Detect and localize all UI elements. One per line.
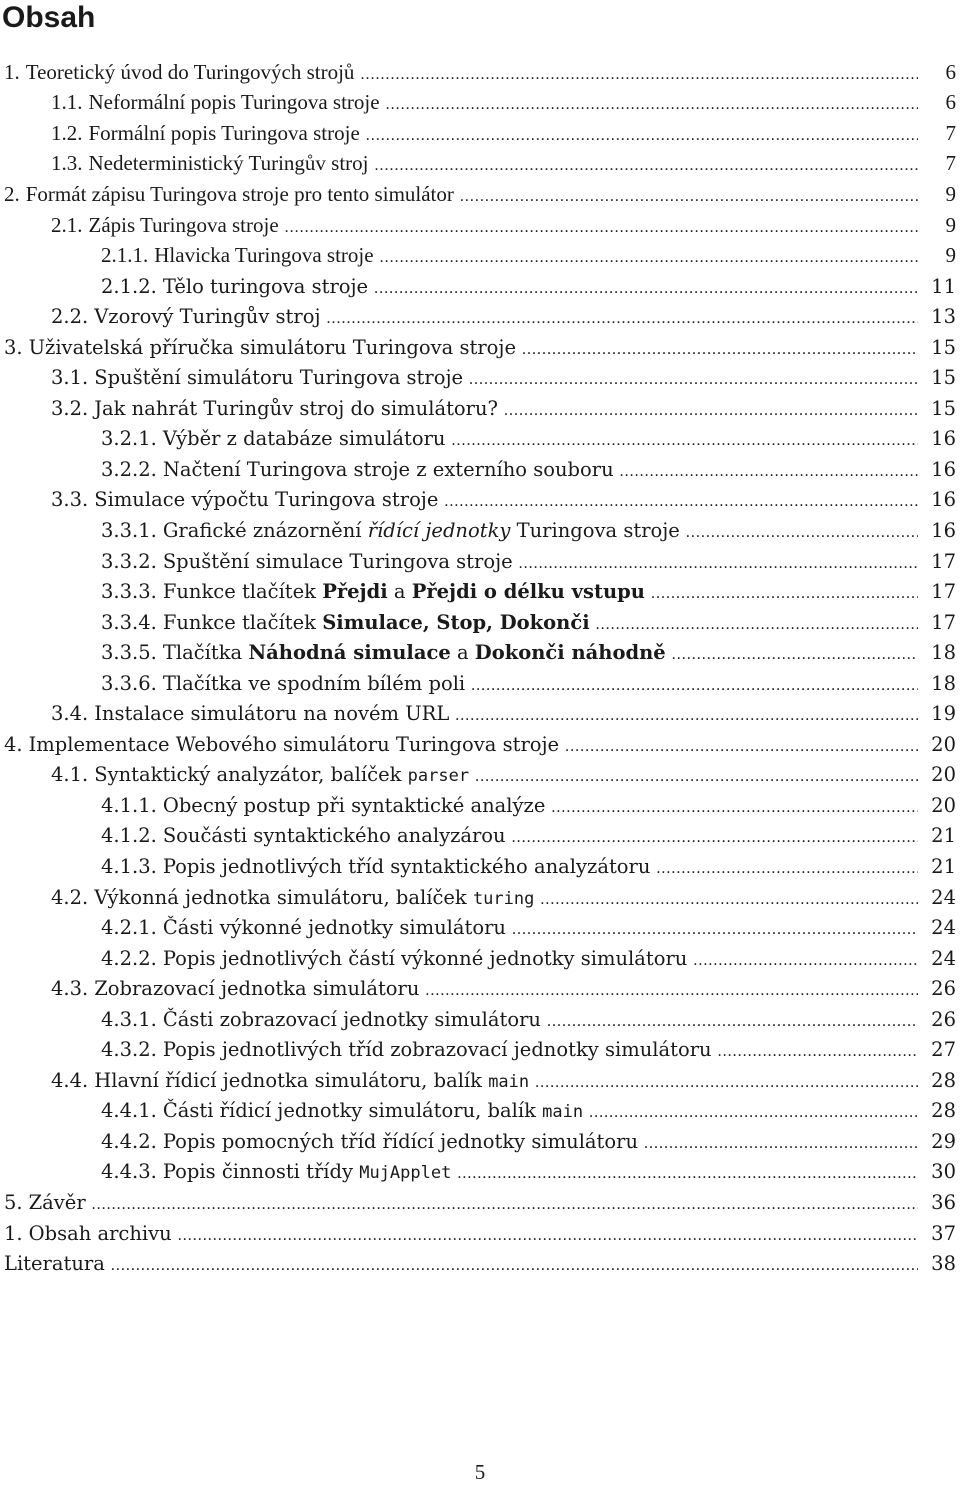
toc-entry-title: Obsah archivu: [28, 1221, 172, 1245]
toc-entry-number: 3.3.4.: [101, 610, 157, 634]
toc-entry-title: Implementace Webového simulátoru Turingova stroje: [28, 732, 560, 756]
toc-entry[interactable]: [0, 393, 960, 424]
toc-entry[interactable]: [0, 760, 960, 791]
toc-entry-title: Funkce tlačítek Simulace, Stop, Dokonči: [162, 610, 590, 634]
toc-entry-number: 4.3.1.: [101, 1007, 157, 1031]
toc-entry-number: 1.: [4, 59, 20, 84]
dot-leader: [545, 799, 918, 817]
toc-entry[interactable]: [0, 1004, 960, 1035]
toc-entry-number: 2.2.: [51, 305, 89, 329]
toc-entry[interactable]: [0, 912, 960, 943]
dot-leader: [354, 66, 918, 84]
toc-entry-number: 4.1.2.: [101, 824, 157, 848]
toc-entry-title: Výkonná jednotka simulátoru, balíček turing: [94, 885, 535, 909]
dot-leader: [469, 768, 918, 786]
toc-entry-page: 9: [945, 181, 956, 206]
toc-entry-number: 4.3.: [51, 977, 89, 1001]
toc-entry-number: 4.4.1.: [101, 1099, 157, 1123]
toc-entry-number: 4.2.1.: [101, 916, 157, 940]
toc-entry-title: Závěr: [28, 1191, 86, 1214]
toc-entry-title: Vzorový Turingův stroj: [94, 305, 321, 329]
toc-entry-page: 30: [931, 1160, 956, 1184]
toc-entry-page: 9: [945, 212, 956, 237]
toc-entry-number: 3.1.: [51, 366, 89, 390]
toc-entry[interactable]: [0, 698, 960, 729]
toc-entry[interactable]: [0, 1126, 960, 1157]
dot-leader: [369, 157, 919, 175]
toc-entry-title: Popis jednotlivých tříd zobrazovací jednotky simulátoru: [162, 1038, 712, 1062]
toc-entry-number: 3.3.: [51, 488, 89, 512]
toc-entry-page: 17: [931, 580, 956, 604]
toc-entry-page: 16: [931, 518, 956, 542]
toc-entry-page: 26: [931, 1007, 956, 1031]
toc-entry[interactable]: [0, 882, 960, 913]
toc-entry-title: Formální popis Turingova stroje: [88, 120, 360, 145]
dot-leader: [321, 310, 919, 328]
toc-entry-title: Hlavicka Turingova stroje: [154, 243, 374, 268]
toc-entry-title: Spuštění simulátoru Turingova stroje: [94, 366, 464, 390]
toc-entry-title: Syntaktický analyzátor, balíček parser: [94, 763, 470, 787]
toc-entry-page: 20: [931, 763, 956, 787]
toc-entry-number: 4.1.1.: [101, 793, 157, 817]
toc-entry[interactable]: [0, 149, 960, 180]
dot-leader: [360, 127, 918, 145]
toc-entry[interactable]: [0, 943, 960, 974]
toc-entry-number: 2.: [4, 181, 20, 206]
toc-entry[interactable]: [0, 1218, 960, 1249]
toc-entry[interactable]: [0, 515, 960, 546]
toc-entry[interactable]: [0, 118, 960, 149]
toc-entry-title: Zobrazovací jednotka simulátoru: [94, 977, 420, 1001]
toc-entry[interactable]: [0, 851, 960, 882]
toc-entry-page: 29: [931, 1129, 956, 1153]
toc-entry-title: Popis pomocných tříd řídící jednotky simulátoru: [162, 1129, 639, 1153]
toc-entry-page: 15: [931, 335, 956, 359]
dot-leader: [279, 219, 918, 237]
toc-entry-title: Uživatelská příručka simulátoru Turingova stroje: [28, 335, 516, 359]
toc-entry-title: Části řídicí jednotky simulátoru, balík main: [162, 1099, 584, 1123]
toc-entry-title: Instalace simulátoru na novém URL: [94, 702, 450, 726]
toc-entry-number: 4.4.3.: [101, 1160, 157, 1184]
toc-entry[interactable]: [0, 332, 960, 363]
toc-entry[interactable]: [0, 1096, 960, 1127]
toc-entry-title: Literatura: [4, 1252, 105, 1276]
toc-entry-number: 2.1.: [51, 212, 83, 237]
toc-entry[interactable]: [0, 424, 960, 455]
dot-leader: [438, 493, 918, 511]
toc-entry[interactable]: [0, 1157, 960, 1188]
toc-entry[interactable]: [0, 1248, 960, 1279]
toc-entry-page: 37: [931, 1221, 956, 1245]
toc-entry-title: Části zobrazovací jednotky simulátoru: [162, 1007, 541, 1031]
dot-leader: [105, 1257, 918, 1275]
toc-entry-number: 4.2.2.: [101, 946, 157, 970]
toc-entry-number: 3.2.2.: [101, 457, 157, 481]
dot-leader: [463, 371, 918, 389]
toc-entry-title: Tlačítka ve spodním bílém poli: [162, 671, 466, 695]
toc-entry-page: 36: [931, 1191, 956, 1214]
toc-entry-page: 16: [931, 457, 956, 481]
toc-entry-number: 3.3.6.: [101, 671, 157, 695]
toc-entry-number: 4.1.3.: [101, 854, 157, 878]
toc-entry[interactable]: [0, 637, 960, 668]
toc-entry-number: 3.3.2.: [101, 549, 157, 573]
dot-leader: [419, 982, 918, 1000]
dot-leader: [712, 1043, 918, 1061]
toc-entry[interactable]: [0, 973, 960, 1004]
toc-entry-page: 26: [931, 977, 956, 1001]
dot-leader: [666, 646, 918, 664]
toc-entry-page: 20: [931, 793, 956, 817]
toc-entry-page: 16: [931, 427, 956, 451]
dot-leader: [590, 616, 918, 634]
toc-entry-number: 2.1.2.: [101, 274, 157, 298]
toc-entry-title: Hlavní řídicí jednotka simulátoru, balík main: [94, 1068, 530, 1092]
toc-entry-number: 4.1.: [51, 763, 89, 787]
dot-leader: [449, 707, 918, 725]
toc-entry-number: 2.1.1.: [101, 243, 149, 268]
toc-entry-title: Tělo turingova stroje: [162, 274, 369, 298]
dot-leader: [445, 432, 918, 450]
dot-leader: [506, 921, 918, 939]
toc-entry[interactable]: [0, 301, 960, 332]
toc-entry-number: 4.4.: [51, 1068, 89, 1092]
dot-leader: [680, 524, 918, 542]
toc-entry-title: Neformální popis Turingova stroje: [88, 90, 380, 115]
dot-leader: [465, 677, 918, 695]
toc-entry-number: 5.: [4, 1191, 23, 1214]
toc-entry-title: Části výkonné jednotky simulátoru: [162, 916, 506, 940]
dot-leader: [541, 1013, 918, 1031]
toc-entry[interactable]: [0, 210, 960, 241]
toc-entry-number: 1.3.: [51, 151, 83, 176]
toc-entry-page: 21: [931, 854, 956, 878]
toc-entry-page: 15: [931, 366, 956, 390]
dot-leader: [529, 1074, 918, 1092]
toc-entry[interactable]: [0, 821, 960, 852]
toc-entry[interactable]: [0, 790, 960, 821]
dot-leader: [534, 891, 918, 909]
toc-entry-page: 16: [931, 488, 956, 512]
toc-entry-number: 3.4.: [51, 702, 89, 726]
toc-entry-title: Obecný postup při syntaktické analýze: [162, 793, 546, 817]
toc-entry-page: 18: [931, 671, 956, 695]
toc-entry-page: 7: [945, 120, 956, 145]
toc-entry-page: 24: [931, 946, 956, 970]
toc-entry[interactable]: [0, 362, 960, 393]
toc-entry[interactable]: [0, 485, 960, 516]
toc-entry-title: Součásti syntaktického analyzárou: [162, 824, 506, 848]
toc-entry[interactable]: [0, 1065, 960, 1096]
toc-entry-page: 6: [945, 90, 956, 115]
toc-entry[interactable]: [0, 179, 960, 210]
toc-entry-number: 3.3.1.: [101, 518, 157, 542]
dot-leader: [559, 738, 918, 756]
toc-entry[interactable]: [0, 57, 960, 88]
toc-entry-number: 1.: [4, 1221, 23, 1245]
toc-entry[interactable]: [0, 1187, 960, 1218]
toc-entry-title: Formát zápisu Turingova stroje pro tento simulátor: [25, 181, 454, 206]
toc-entry[interactable]: [0, 729, 960, 760]
dot-leader: [451, 1165, 918, 1183]
toc-entry-page: 9: [945, 243, 956, 268]
table-of-contents: [0, 57, 960, 1279]
toc-entry-title: Grafické znázornění řídící jednotky Turingova stroje: [162, 518, 680, 542]
dot-leader: [498, 402, 918, 420]
dot-leader: [368, 280, 918, 298]
dot-leader: [374, 249, 918, 267]
toc-entry-title: Popis jednotlivých tříd syntaktického analyzátoru: [162, 854, 651, 878]
dot-leader: [516, 341, 918, 359]
toc-entry-page: 17: [931, 610, 956, 634]
toc-entry-number: 4.: [4, 732, 23, 756]
dot-leader: [687, 952, 918, 970]
page-number: 5: [474, 1460, 486, 1484]
toc-entry-page: 6: [945, 59, 956, 84]
toc-entry-title: Jak nahrát Turingův stroj do simulátoru?: [94, 396, 498, 420]
page-title: Obsah: [2, 1, 96, 34]
toc-entry-page: 17: [931, 549, 956, 573]
toc-entry-page: 7: [945, 151, 956, 176]
toc-entry[interactable]: [0, 576, 960, 607]
toc-entry-title: Funkce tlačítek Přejdi a Přejdi o délku vstupu: [162, 580, 645, 604]
toc-entry-title: Spuštění simulace Turingova stroje: [162, 549, 513, 573]
dot-leader: [645, 585, 918, 603]
toc-entry[interactable]: [0, 546, 960, 577]
toc-entry-page: 24: [931, 916, 956, 940]
dot-leader: [638, 1135, 918, 1153]
toc-entry-number: 4.3.2.: [101, 1038, 157, 1062]
toc-entry[interactable]: [0, 607, 960, 638]
toc-entry-title: Popis činnosti třídy MujApplet: [162, 1160, 452, 1184]
toc-entry-title: Popis jednotlivých částí výkonné jednotky simulátoru: [162, 946, 688, 970]
toc-entry-page: 13: [931, 305, 956, 329]
dot-leader: [454, 188, 918, 206]
toc-entry-number: 3.2.1.: [101, 427, 157, 451]
toc-entry-page: 28: [931, 1068, 956, 1092]
toc-entry-title: Tlačítka Náhodná simulace a Dokonči náhodně: [162, 641, 666, 665]
dot-leader: [650, 860, 918, 878]
dot-leader: [583, 1104, 918, 1122]
toc-entry-number: 3.2.: [51, 396, 89, 420]
toc-entry-title: Simulace výpočtu Turingova stroje: [94, 488, 439, 512]
toc-entry-page: 18: [931, 641, 956, 665]
toc-entry[interactable]: [0, 88, 960, 119]
toc-entry-number: 3.3.3.: [101, 580, 157, 604]
toc-entry-number: 4.4.2.: [101, 1129, 157, 1153]
toc-entry-title: Teoretický úvod do Turingových strojů: [25, 59, 355, 84]
toc-entry-page: 28: [931, 1099, 956, 1123]
toc-entry[interactable]: [0, 240, 960, 271]
dot-leader: [506, 829, 918, 847]
toc-entry-title: Výběr z databáze simulátoru: [162, 427, 446, 451]
toc-entry-title: Nedeterministický Turingův stroj: [88, 151, 369, 176]
toc-entry-page: 11: [931, 274, 956, 298]
toc-entry-title: Zápis Turingova stroje: [88, 212, 279, 237]
toc-entry-page: 15: [931, 396, 956, 420]
toc-entry-number: 1.1.: [51, 90, 83, 115]
dot-leader: [86, 1196, 918, 1214]
toc-entry-number: 4.2.: [51, 885, 89, 909]
toc-entry-page: 21: [931, 824, 956, 848]
dot-leader: [380, 96, 918, 114]
dot-leader: [172, 1227, 918, 1245]
toc-entry[interactable]: [0, 454, 960, 485]
toc-entry-title: Načtení Turingova stroje z externího souboru: [162, 457, 614, 481]
toc-entry-number: 1.2.: [51, 120, 83, 145]
toc-entry[interactable]: [0, 271, 960, 302]
dot-leader: [513, 555, 918, 573]
toc-entry-page: 24: [931, 885, 956, 909]
toc-entry-page: 19: [931, 702, 956, 726]
toc-entry-page: 20: [931, 732, 956, 756]
toc-entry-page: 38: [931, 1252, 956, 1276]
toc-entry-page: 27: [931, 1038, 956, 1062]
toc-entry[interactable]: [0, 1035, 960, 1066]
toc-entry-number: 3.3.5.: [101, 641, 157, 665]
toc-entry[interactable]: [0, 668, 960, 699]
dot-leader: [614, 463, 918, 481]
toc-entry-number: 3.: [4, 335, 23, 359]
